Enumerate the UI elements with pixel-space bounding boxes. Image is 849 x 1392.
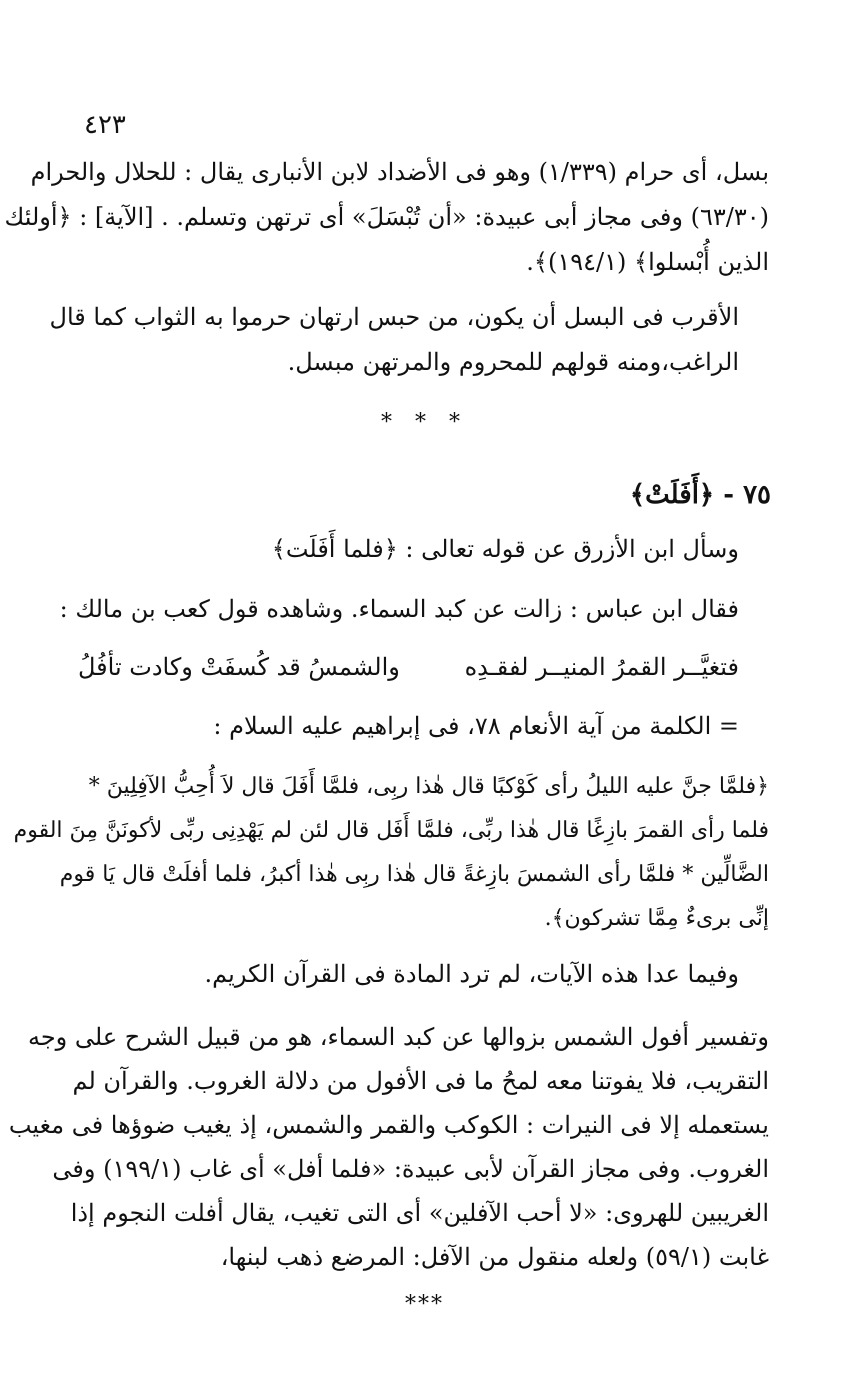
text-line: الغروب. وفى مجاز القرآن لأبى عبيدة: «فلما أفل» أى غاب (١٩٩/١) وفى bbox=[52, 1155, 769, 1183]
paragraph-4 bbox=[59, 595, 769, 623]
quran-quote bbox=[13, 765, 769, 941]
paragraph-7 bbox=[8, 1015, 769, 1279]
text-line: الراغب،ومنه قولهم للمحروم والمرتهن مبسل. bbox=[287, 348, 739, 376]
text-line: الأقرب فى البسل أن يكون، من حبس ارتهان حرموا به الثواب كما قال bbox=[49, 303, 739, 331]
paragraph-5 bbox=[78, 712, 769, 740]
paragraph-1 bbox=[4, 150, 769, 285]
text-line: التقريب، فلا يفوتنا معه لمحُ ما فى الأفول من دلالة الغروب. والقرآن لم bbox=[72, 1067, 769, 1095]
text-line: الضَّالِّين * فلمَّا رأى الشمسَ بازِغةً قال هٰذا ربِى هٰذا أكبرُ، فلما أفلَتْ قال يَا قوم bbox=[59, 862, 769, 887]
text-line: غابت (٥٩/١) ولعله منقول من الآفل: المرضع ذهب لبنها، bbox=[220, 1243, 769, 1271]
verse-first-hemistich: فتغيَّــر القمرُ المنيــر لفقـدِه bbox=[464, 653, 739, 681]
text-line: وسأل ابن الأزرق عن قوله تعالى : ﴿فلما أَفَلَت﴾ bbox=[271, 535, 739, 563]
page-number: ٤٢٣ bbox=[84, 110, 126, 140]
text-line: بسل، أى حرام (١/٣٣٩) وهو فى الأضداد لابن الأنبارى يقال : للحلال والحرام bbox=[30, 158, 769, 186]
section-separator: * * * bbox=[381, 410, 468, 435]
text-line: = الكلمة من آية الأنعام ٧٨، فى إبراهيم عليه السلام : bbox=[213, 712, 739, 740]
entry-heading: ٧٥ - ﴿أَفَلَتْ﴾ bbox=[629, 480, 771, 510]
section-separator-bottom: *** bbox=[405, 1292, 444, 1317]
text-line: فقال ابن عباس : زالت عن كبد السماء. وشاهده قول كعب بن مالك : bbox=[59, 595, 739, 623]
paragraph-6 bbox=[78, 960, 769, 988]
poetry-verse bbox=[78, 653, 769, 681]
text-line: إنِّى برىءٌ مِمَّا تشركون﴾. bbox=[544, 906, 769, 931]
paragraph-2 bbox=[49, 295, 769, 385]
text-line: (٦٣/٣٠) وفى مجاز أبى عبيدة: «أن تُبْسَلَ» أى ترتهن وتسلم. . [الآية] : ﴿أولئك bbox=[4, 203, 769, 231]
paragraph-3 bbox=[78, 535, 769, 563]
text-line: ﴿فلمَّا جنَّ عليه الليلُ رأى كَوْكبًا قال هٰذا ربِى، فلمَّا أَفَلَ قال لاَ أُحِبُّ الآفِلِينَ * bbox=[88, 774, 769, 799]
text-line: يستعمله إلا فى النيرات : الكوكب والقمر والشمس، إذ يغيب ضوؤها فى مغيب bbox=[8, 1111, 769, 1139]
text-line: الغريبين للهروى: «لا أحب الآفلين» أى التى تغيب، يقال أفلت النجوم إذا bbox=[70, 1199, 769, 1227]
text-line: الذين أُبْسلوا﴾ (١٩٤/١)﴾. bbox=[526, 248, 769, 276]
text-line: فلما رأى القمرَ بازِغًا قال هٰذا ربِّى، فلمَّا أَفَل قال لئن لم يَهْدِنِى ربِّى لأكونَنَّ مِنَ القوم bbox=[13, 818, 769, 843]
text-line: وفيما عدا هذه الآيات، لم ترد المادة فى القرآن الكريم. bbox=[204, 960, 739, 988]
text-line: وتفسير أفول الشمس بزوالها عن كبد السماء، هو من قبيل الشرح على وجه bbox=[27, 1023, 769, 1051]
verse-second-hemistich: والشمسُ قد كُسفَتْ وكادت تأفُلُ bbox=[78, 653, 400, 681]
